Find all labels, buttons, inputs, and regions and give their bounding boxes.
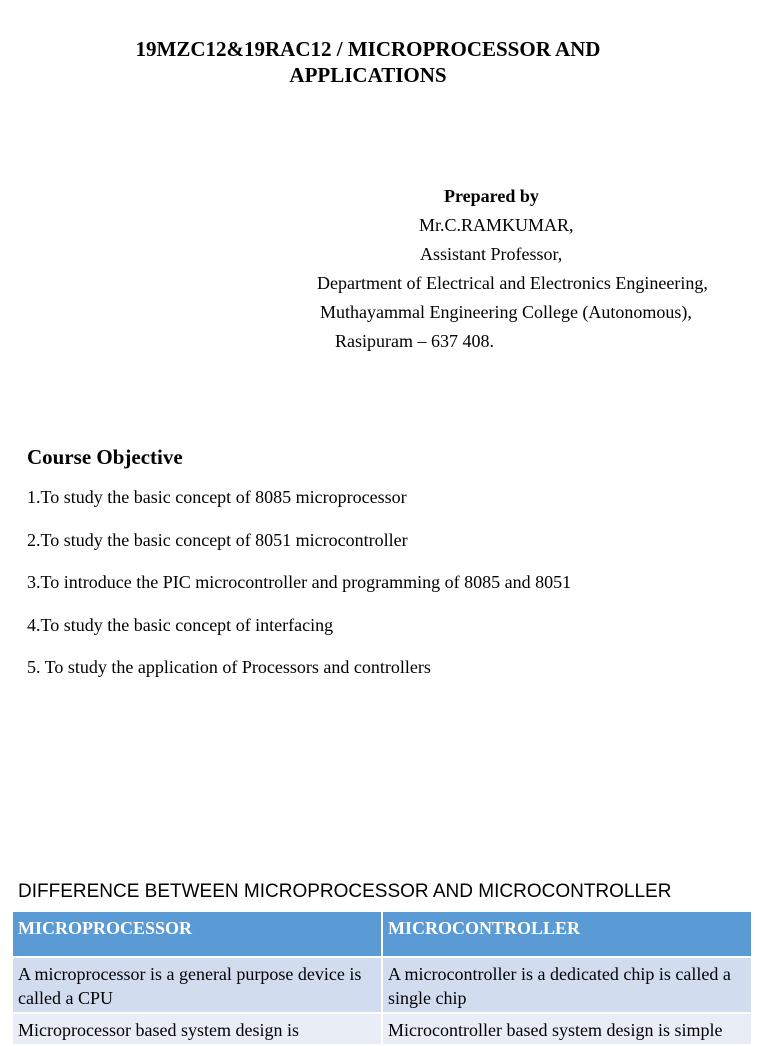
page-title [100, 36, 636, 88]
comparison-heading: DIFFERENCE BETWEEN MICROPROCESSOR AND MICROCONTROLLER [18, 881, 672, 902]
objective-item: 1.To study the basic concept of 8085 microprocessor [27, 487, 407, 507]
author-designation: Assistant Professor, [420, 244, 563, 264]
table-cell: A microprocessor is a general purpose device is called a CPU [12, 957, 382, 1013]
prepared-by-heading: Prepared by [444, 186, 539, 206]
objective-item: 5. To study the application of Processors and controllers [27, 657, 431, 677]
table-row [12, 1013, 752, 1045]
course-objective-list [27, 484, 571, 697]
comparison-table [11, 910, 753, 1046]
title-line-1: 19MZC12&19RAC12 / MICROPROCESSOR AND [135, 37, 601, 61]
prepared-by-block [300, 182, 750, 356]
table-cell: Microprocessor based system design is [12, 1013, 382, 1045]
objective-item: 2.To study the basic concept of 8051 microcontroller [27, 529, 408, 550]
table-row [12, 957, 752, 1013]
column-header-microcontroller: MICROCONTROLLER [382, 911, 752, 957]
table-cell: A microcontroller is a dedicated chip is called a single chip [382, 957, 752, 1013]
author-address: Rasipuram – 637 408. [335, 331, 494, 351]
objective-item: 3.To introduce the PIC microcontroller and programming of 8085 and 8051 [27, 572, 572, 592]
table-cell: Microcontroller based system design is simple [382, 1013, 752, 1045]
author-name: Mr.C.RAMKUMAR, [419, 215, 574, 235]
author-college: Muthayammal Engineering College (Autonomous), [320, 302, 692, 322]
author-department: Department of Electrical and Electronics Engineering, [317, 273, 708, 293]
title-line-2: APPLICATIONS [289, 63, 447, 87]
course-objective-heading: Course Objective [27, 445, 183, 469]
column-header-microprocessor: MICROPROCESSOR [12, 911, 382, 957]
table-header-row [12, 911, 752, 957]
objective-item: 4.To study the basic concept of interfacing [27, 614, 334, 635]
